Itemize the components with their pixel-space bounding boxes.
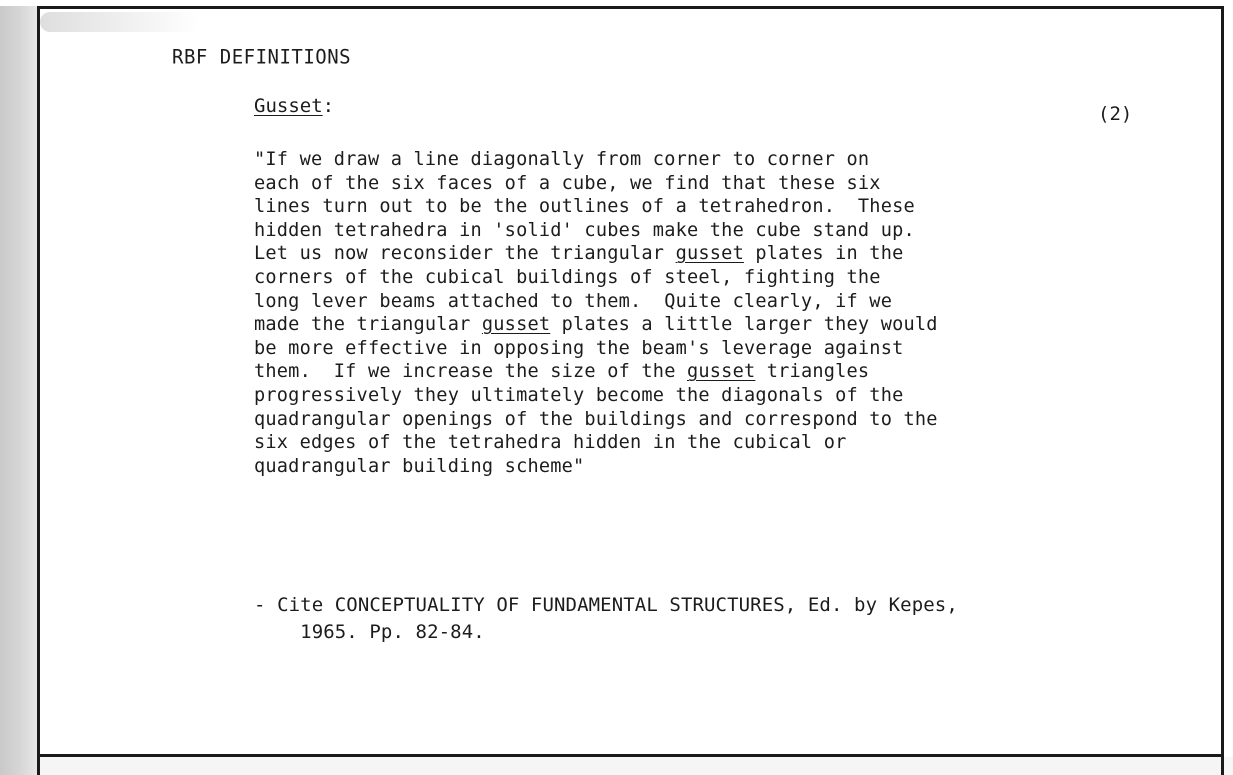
quote-line [254,384,938,408]
quote-line [254,242,938,266]
underlined-term: gusset [687,361,756,383]
quote-text: be more effective in opposing the beam's leverage against [254,337,904,359]
quote-line [254,360,938,384]
scan-smudge [40,12,200,32]
underlined-term: gusset [675,243,744,265]
quote-line [254,266,938,290]
quote-line [254,195,938,219]
quote-line [254,313,938,337]
page-number: (2) [1098,103,1133,125]
term-suffix: : [322,95,335,117]
quote-text: plates a little larger they would [550,314,938,336]
quote-line [254,219,938,243]
citation-line-2: 1965. Pp. 82-84. [300,621,485,643]
quote-text: six edges of the tetrahedra hidden in the cubical or [254,432,847,454]
quote-text: each of the six faces of a cube, we find that these six [254,172,881,194]
quote-text: corners of the cubical buildings of steel, fighting the [254,266,881,288]
citation-line-2-indent [254,621,300,643]
quote-text: Let us now reconsider the triangular [254,243,676,265]
next-card-edge [37,757,1224,775]
document-header: RBF DEFINITIONS [172,45,352,69]
quote-line [254,408,938,432]
quote-text: plates in the [743,243,904,265]
quote-text: quadrangular openings of the buildings and correspond to the [254,408,938,430]
quote-text: them. If we increase the size of the [254,361,687,383]
term-word: Gusset [254,95,323,117]
citation [254,592,958,646]
citation-line-1: - Cite CONCEPTUALITY OF FUNDAMENTAL STRUCTURES, Ed. by Kepes, [254,594,958,616]
quote-text: made the triangular [254,314,482,336]
quote-block [254,148,938,478]
quote-text: progressively they ultimately become the diagonals of the [254,384,904,406]
definition-term [254,95,334,117]
quote-line [254,455,938,479]
quote-text: hidden tetrahedra in 'solid' cubes make the cube stand up. [254,219,915,241]
quote-text: triangles [755,361,870,383]
quote-line [254,290,938,314]
underlined-term: gusset [481,314,551,336]
quote-text: long lever beams attached to them. Quite clearly, if we [254,290,893,312]
quote-text: lines turn out to be the outlines of a tetrahedron. These [254,196,915,218]
quote-text: "If we draw a line diagonally from corner to corner on [254,149,870,170]
quote-line [254,337,938,361]
quote-line [254,431,938,455]
quote-line [254,148,938,172]
quote-text: quadrangular building scheme" [254,455,585,477]
quote-line [254,172,938,196]
